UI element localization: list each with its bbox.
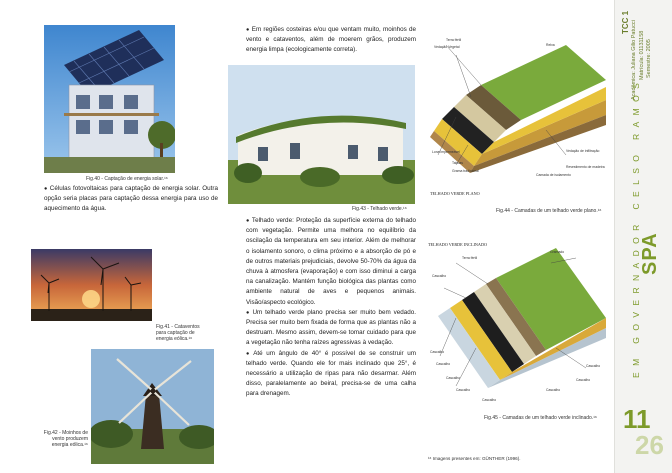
fig42-caption: Fig.42 - Moinhos de vento produzem energia eólica.¹⁶ (43, 430, 88, 448)
inclined-label-6: Cascalho (446, 376, 461, 380)
sidebar-author: Acadêmica: Juliana Gilio Patucci (631, 20, 637, 100)
middle-body (246, 216, 416, 400)
fig43-caption: Fig.43 - Telhado verde.¹⁶ (352, 206, 407, 212)
flat-label-8: Vedação de infiltração (566, 149, 600, 153)
wind-turbines-sunset-illustration (31, 249, 152, 321)
middle-intro (246, 25, 416, 56)
flat-label-7: Camada de isolamento (536, 173, 571, 177)
windmill-illustration (91, 349, 214, 464)
page-number: 11 (623, 404, 651, 434)
inclined-label-3: Cascalho (432, 274, 447, 278)
fig42-image (91, 349, 214, 464)
fig43-image (228, 65, 415, 204)
green-roof-house-illustration (228, 65, 415, 204)
flat-label-2: Vedação Vegetal (434, 45, 460, 49)
fig41-caption: Fig.41 - Cataventos para captação de energia eólica.¹⁶ (156, 324, 200, 342)
flat-label-3: Relva (546, 43, 555, 47)
sidebar-matricula: Matrícula: 01131158 (639, 30, 645, 80)
inclined-label-7: Cascalho (456, 388, 471, 392)
flat-label-1: Terra fértil (446, 38, 462, 42)
flat-label-6: Grama tradicional (452, 169, 479, 173)
flat-label-9: Revestimento de madeira (566, 165, 605, 169)
sidebar-location: EM GOVERNADOR CELSO RAMOS (631, 76, 641, 378)
inclined-label-2: Gramado (550, 250, 565, 254)
page-total: 26 (635, 430, 664, 460)
fig44-caption: Fig.44 - Camadas de um telhado verde plano.¹⁶ (496, 208, 602, 214)
windmills-text: ● Em regiões costeiras e/ou que ventam muito, moinhos de vento e cataventos, além de moerem grãos, produzem energia limpa (ecologicamente correta). (246, 25, 416, 56)
sidebar-spa: SPA (639, 232, 661, 275)
left-paragraph-1 (44, 184, 218, 215)
flat-roof-text: ● Um telhado verde plano precisa ser muito bem vedado. Precisa ser muito bem fixada de forma que as plantas não a destruam. Mesmo assim, devem-se tomar cuidado para que a vegetação não tenha raízes agressivas à vedação. (246, 308, 416, 349)
fig44-image (426, 25, 609, 205)
green-roof-text: ● Telhado verde: Proteção da superfície externa do telhado com vegetação. Permite uma melhora no equilíbrio da oscilação da temperatura em seu interior. Além de melhorar o isolamento sonoro, o clima próximo e a absorção de pó e de outros materiais prejudiciais, devolve 50-70% da água da chuva à atmosfera (evaporação) e com isso diminui a carga na canalização. Mantém função biológica das plantas como ambiente natural de aves e pequenos animais. Visão/aspecto ecológico. (246, 216, 416, 308)
flat-roof-title: TELHADO VERDE PLANO (430, 191, 480, 196)
fig40-image (44, 25, 175, 173)
sidebar-semestre: Semestre: 2005 (646, 39, 652, 78)
fig41-image (31, 249, 152, 321)
inclined-label-5: Cascalho (436, 362, 451, 366)
inclined-label-11: Cascalho (586, 364, 601, 368)
inclined-label-8: Cascalho (482, 398, 497, 402)
sidebar (614, 0, 672, 473)
inclined-roof-labels (426, 238, 610, 412)
solar-house-illustration (44, 25, 175, 173)
fig45-caption: Fig.45 - Camadas de um telhado verde inclinado.¹⁶ (484, 415, 597, 421)
inclined-label-9: Cascalho (546, 388, 561, 392)
flat-roof-labels (426, 25, 609, 205)
flat-label-5: Tabuas (452, 161, 463, 165)
fig45-image (426, 238, 610, 412)
flat-label-4: Lona impermeável (432, 150, 460, 154)
inclined-label-4: Cascalho (430, 350, 445, 354)
fig40-caption: Fig.40 - Captação de energia solar.¹⁶ (86, 176, 168, 182)
inclined-label-10: Cascalho (576, 378, 591, 382)
roof-angle-text: ● Até um ângulo de 40° é possível de se construir um telhado verde. Quando ele for mais inclinado que 25°, é necessário a utilização de ripas para não desarmar. Além disso, paralelamente ao beiral, precisa-se de uma calha para drenagem. (246, 349, 416, 400)
inclined-roof-title: TELHADO VERDE INCLINADO (428, 242, 488, 247)
sidebar-tcc: TCC 1 (621, 10, 630, 34)
inclined-label-1: Terra fértil (462, 256, 478, 260)
footnote: ¹⁶ Imagens presentes em: GÜNTHER (1996). (428, 456, 521, 461)
solar-cells-text: ● Células fotovoltaicas para captação de energia solar. Outra opção seria placas para captação dessa energia para uso de aquecimento da água. (44, 184, 218, 215)
